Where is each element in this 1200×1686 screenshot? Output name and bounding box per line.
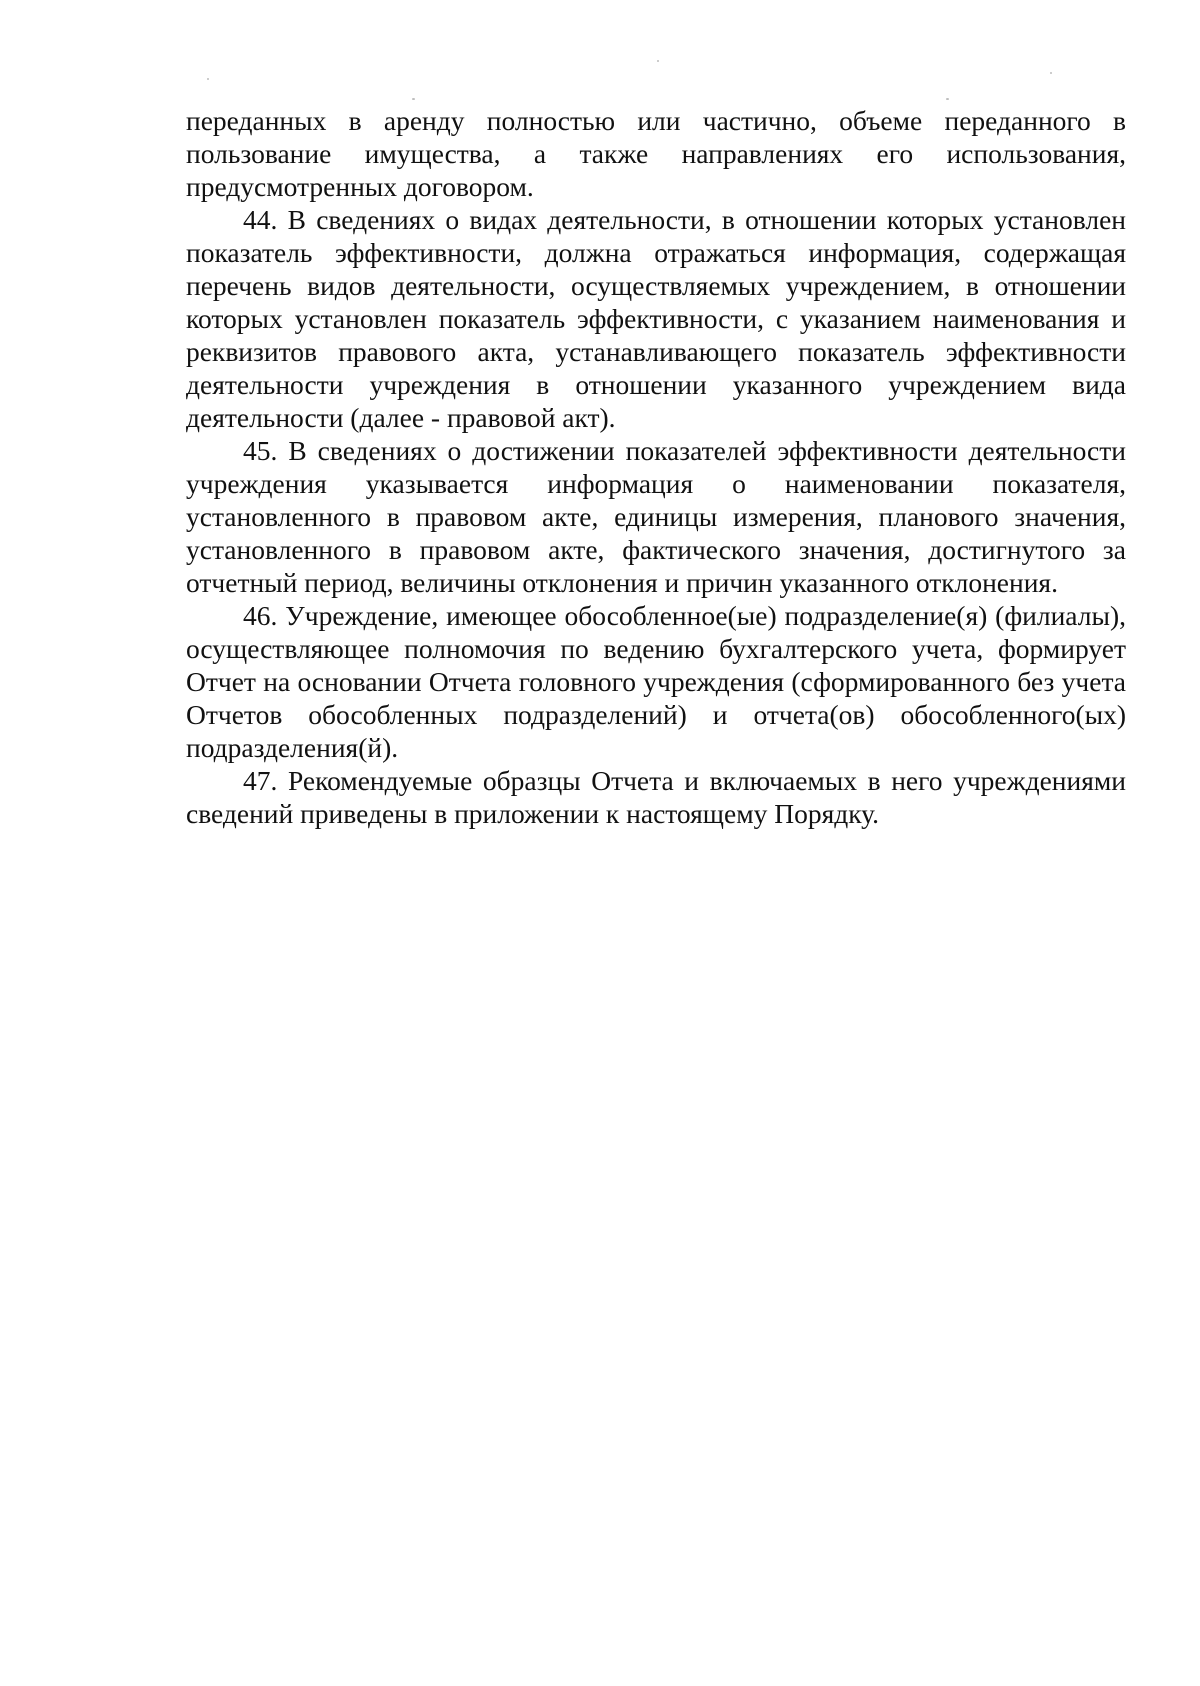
paragraph-item-45: 45. В сведениях о достижении показателей эффективности деятельности учреждения указывается информация о наименовании показателя, установленного в правовом акте, единицы измерения, планового значения, установленного в правовом акте, фактического значения, достигнутого за отчетный период, величины отклонения и причин указанного отклонения. (186, 435, 1126, 598)
scan-speck (946, 98, 949, 100)
paragraph-item-47: 47. Рекомендуемые образцы Отчета и включаемых в него учреждениями сведений приведены в приложении к настоящему Порядку. (186, 765, 1126, 829)
scan-speck (657, 60, 659, 62)
paragraph-continuation: переданных в аренду полностью или частично, объеме переданного в пользование имущества, а также направлениях его использования, предусмотренных договором. (186, 105, 1126, 202)
scan-speck (207, 78, 209, 80)
paragraph-item-44: 44. В сведениях о видах деятельности, в отношении которых установлен показатель эффективности, должна отражаться информация, содержащая перечень видов деятельности, осуществляемых учреждением, в отношении которых установлен показатель эффективности, с указанием наименования и реквизитов правового акта, устанавливающего показатель эффективности деятельности учреждения в отношении указанного учреждением вида деятельности (далее - правовой акт). (186, 204, 1126, 433)
scan-speck (1050, 72, 1052, 74)
scan-speck (412, 98, 415, 100)
document-body (186, 104, 1126, 830)
paragraph-item-46: 46. Учреждение, имеющее обособленное(ые) подразделение(я) (филиалы), осуществляющее полномочия по ведению бухгалтерского учета, формирует Отчет на основании Отчета головного учреждения (сформированного без учета Отчетов обособленных подразделений) и отчета(ов) обособленного(ых) подразделения(й). (186, 600, 1126, 763)
